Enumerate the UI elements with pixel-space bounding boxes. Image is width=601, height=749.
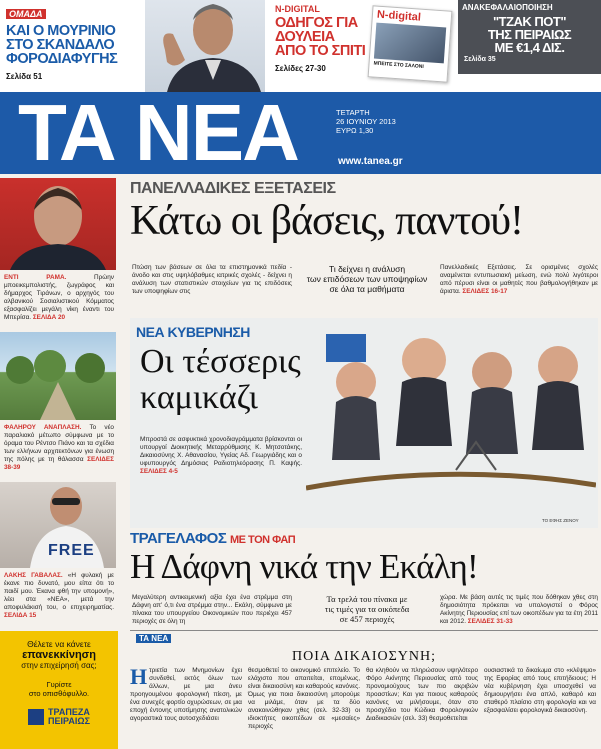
editorial-col1: Η τριετία των Μνημονίων έχει συνδεθεί, εκτός όλων των άλλων, με μια άνευ προηγουμένου φορολογική πίεση, με ένα συνεχές φορτίο οχυρώσεων, σε μια εποχή έντονης υποτίμησης ανατολικών αγοραστικά τους αυτοσχεδιάσει	[130, 664, 242, 722]
story-headline: Η Δάφνη νικά την Εκάλη!	[130, 547, 478, 586]
issue-date: 26 ΙΟΥΝΙΟΥ 2013	[336, 117, 396, 126]
teaser-page: Σελίδα 51	[6, 72, 43, 81]
ad-line5: στο οπισθόφυλλο.	[28, 689, 90, 698]
caption-name: ΦΑΛΗΡΟΥ ΑΝΑΠΛΑΣΗ.	[4, 424, 82, 431]
rama-illustration	[0, 178, 116, 270]
ad-line2: επανεκκίνηση	[22, 649, 96, 661]
hat-icon	[326, 334, 366, 362]
site-url[interactable]: www.tanea.gr	[338, 156, 403, 167]
mourinho-photo	[145, 0, 265, 92]
story-kicker: ΝΕΑ ΚΥΒΕΡΝΗΣΗ	[136, 324, 250, 340]
story-headline: Κάτω οι βάσεις, παντού!	[130, 198, 524, 244]
story-col3: χώρα. Με βάση αυτές τις τιμές που δόθηκαν χθες στη δημοσιότητα πρόκειται να υπολογιστεί ο Φόρος Ακίνητης Περιουσίας επί των οικοπέδων για τα έτη 2011 και 2012. ΣΕΛΙΔΕΣ 31-33	[440, 594, 598, 625]
editorial-col2: θεσμοθετεί το οικονομικό επιτελείο. Το ελάχιστο που απαιτείται, επομένως, είναι δικαιοσύνη και καθαρούς κανόνες. Όμως για ποια δικαιοσύνη μπορούμε να μιλάμε, όταν με τα δύο ανακοινώθηκαν χθες (σελ. 32-33) οι ιδιοκτήτες οικοπέδων σε «μεσαίες» περιοχές	[248, 667, 360, 730]
ad-brand	[0, 708, 118, 726]
faliro-photo	[0, 332, 116, 420]
logo[interactable]: ΤΑ ΝΕΑ	[18, 88, 298, 177]
ndigital-cover[interactable]	[368, 5, 453, 82]
story-col1: Μεγαλύτερη αντικειμενική αξία έχει ένα στρέμμα στη Δάφνη απ' ό,τι ένα στρέμμα στην... Εκάλη, σύμφωνα με πίνακα του υπουργείου Οικονομικών που περιέχει 457 περιοχές σε όλη τη	[132, 594, 292, 625]
editorial-col3: θα κληθούν να πληρώσουν υψηλότερο Φόρο Ακίνητης Περιουσίας από τους προνομιούχους των πιο ακριβών προαστίων; Και για ποιους καθαρούς κανόνες να μιλήσουμε, όταν στο προσχέδιο του Κώδικα Φορολογικών Διαδικασιών (σελ. 33) θεσμοθετείται	[366, 667, 478, 722]
caption-page: ΣΕΛΙΔΑ 20	[32, 314, 66, 321]
story-panellinies[interactable]	[130, 180, 598, 310]
editorial-title: ΠΟΙΑ ΔΙΚΑΙΟΣΥΝΗ;	[292, 649, 436, 664]
teaser-page: Σελίδα 35	[464, 56, 496, 63]
ad-line1: Θέλετε να κάνετε	[27, 639, 91, 649]
top-banner	[0, 0, 601, 92]
park-illustration	[0, 332, 116, 420]
caption-text: Πρώην μποεικεμπολιστής, ζωγράφος και δήμαρχος Τιράνων, ο αρχηγός του αλβανικού Σοσιαλιστικού Κόμματος εξασφαλίζει μεγάλη νίκη έναντι του Μπερίσα.	[4, 274, 115, 321]
story-headline: Οι τέσσερις καμικάζι	[140, 343, 301, 416]
masthead	[0, 88, 601, 177]
caption-text: Το νέο παραλιακό μέτωπο σύμφωνα με το όραμα του Ρέντσο Πιάνο και τα σχέδια των ελλήνων αρχιτεκτόνων για ένωση της πόλης με τη θάλασσα	[4, 424, 114, 463]
illustration-credit: ΤΟ ΕΦΗΣ ΖΕΝΟΥ	[542, 518, 579, 523]
editorial[interactable]	[130, 630, 598, 749]
caption-page: ΣΕΛΙΔΕΣ 38-39	[4, 456, 114, 471]
sidebar-caption-rama[interactable]	[4, 274, 114, 322]
caption-name: ΕΝΤΙ ΡΑΜΑ.	[4, 274, 67, 281]
issue-info	[336, 108, 396, 135]
issue-day: ΤΕΤΑΡΤΗ	[336, 108, 370, 117]
teaser-headline: "ΤΖΑΚ ΠΟΤ" ΤΗΣ ΠΕΙΡΑΙΩΣ ΜΕ €1,4 ΔΙΣ.	[487, 14, 572, 55]
ndigital-cover-photo	[374, 23, 446, 64]
story-col3: Πανελλαδικές Εξετάσεις. Σε ορισμένες σχολές αναμένεται εντυπωσιακή μείωση, ενώ πολύ λιγότεροι από πέρυσι είναι οι μαθητές που βαθμολογήθηκαν με άριστα. ΣΕΛΙΔΕΣ 16-17	[440, 264, 598, 295]
story-kicker: ΤΡΑΓΕΛΑΦΟΣ ΜΕ ΤΟΝ ΦΑΠ	[130, 530, 296, 547]
teaser-tag: ΟΜΑΔΑ	[6, 9, 46, 19]
story-kicker: ΠΑΝΕΛΛΑΔΙΚΕΣ ΕΞΕΤΑΣΕΙΣ	[130, 180, 336, 197]
caption-text: «Η φυλακή με έκανε πιο δυνατό, μου είπα ότι το παιδί μου. Έκανα φθή την υπομονή», λέει στα «ΝΕΑ», μετά την αποφυλάκισή του, ο επιχειρηματίας.	[4, 572, 114, 611]
caption-name: ΛΑΚΗΣ ΓΑΒΑΛΑΣ.	[4, 572, 63, 579]
piraeus-logo-icon	[28, 709, 44, 725]
teaser-ndigital[interactable]	[275, 4, 375, 88]
sidebar	[0, 178, 118, 749]
teaser-page: Σελίδες 27-30	[275, 64, 326, 73]
teaser-headline: ΟΔΗΓΟΣ ΓΙΑ ΔΟΥΛΕΙΑ ΑΠΟ ΤΟ ΣΠΙΤΙ	[275, 15, 366, 59]
story-col1: Πτώση των βάσεων σε όλα τα επιστημονικά πεδία - άνοδο και στις υψηλόβαθμες ιατρικές σχολές - δείχνει η ανάλυση των στατιστικών στοιχείων για τις επιδόσεις των υποψηφίων στις	[132, 264, 292, 295]
teaser-tag: N-DIGITAL	[275, 4, 320, 14]
ndigital-logo: N-digital	[376, 8, 422, 24]
ndigital-caption: ΜΠΕΙΤΕ ΣΤΟ ΣΑΛΟΝΙ	[373, 60, 424, 71]
story-new-government[interactable]	[130, 318, 598, 528]
teaser-headline: ΚΑΙ Ο ΜΟΥΡΙΝΙΟ ΣΤΟ ΣΚΑΝΔΑΛΟ ΦΟΡΟΔΙΑΦΥΓΗΣ	[6, 23, 118, 67]
editorial-columns	[130, 664, 598, 731]
piraeus-ad[interactable]	[0, 631, 118, 749]
teaser-omada[interactable]	[6, 4, 156, 88]
sidebar-caption-gavalas[interactable]	[4, 572, 114, 620]
story-dafni[interactable]	[130, 530, 598, 630]
portrait-illustration	[145, 0, 265, 92]
issue-price: ΕΥΡΩ 1,30	[336, 126, 374, 135]
ad-line3: στην επιχείρησή σας;	[21, 661, 97, 670]
gavalas-photo	[0, 482, 116, 568]
story-pull-quote: Τι δείχνει η ανάλυση των επιδόσεων των υποψηφίων σε όλα τα μαθήματα	[306, 264, 428, 294]
teaser-piraeus[interactable]	[458, 0, 601, 74]
shirt-text: FREE	[48, 542, 95, 559]
ministers-caricature	[306, 320, 596, 520]
teaser-tag: ΑΝΑΚΕΦΑΛΑΙΟΠΟΙΗΣΗ	[462, 3, 553, 12]
story-pull-quote: Τα τρελά του πίνακα με τις τιμές για τα οικόπεδα σε 457 περιοχές	[324, 594, 410, 624]
caption-page: ΣΕΛΙΔΑ 15	[4, 612, 37, 619]
sidebar-caption-faliro[interactable]	[4, 424, 114, 472]
editorial-col4: ουσιαστικά το δικαίωμα στο «κλέψιμο» της Εφορίας από τους επιτήδειους; Η νέα κυβέρνηση έχει υποσχεθεί να δημιουργήσει ένα απλό, καθαρό και σταθερό πλαίσιο στη φορολογία και να εξασφαλίσει φορολογικά δικαιοσύνη.	[484, 667, 596, 714]
ad-brand-2: ΠΕΙΡΑΙΩΣ	[48, 716, 90, 726]
ad-brand-1: ΤΡΑΠΕΖΑ	[48, 707, 90, 717]
story-body: Μπροστά σε ασφυκτικά χρονοδιαγράμματα βρίσκονται οι υπουργοί Διοικητικής Μεταρρύθμισης Κ. Μητσοτάκης, Δικαιοσύνης Χ. Αθανασίου, Υγείας Αδ. Γεωργιάδης και ο υφυπουργός Δημόσιας Ραδιοτηλεόρασης Π. Καψής. ΣΕΛΙΔΕΣ 4-5	[140, 436, 302, 475]
ad-line4: Γυρίστε	[46, 680, 72, 689]
editorial-tag: ΤΑ ΝΕΑ	[136, 634, 171, 643]
rama-photo	[0, 178, 116, 270]
